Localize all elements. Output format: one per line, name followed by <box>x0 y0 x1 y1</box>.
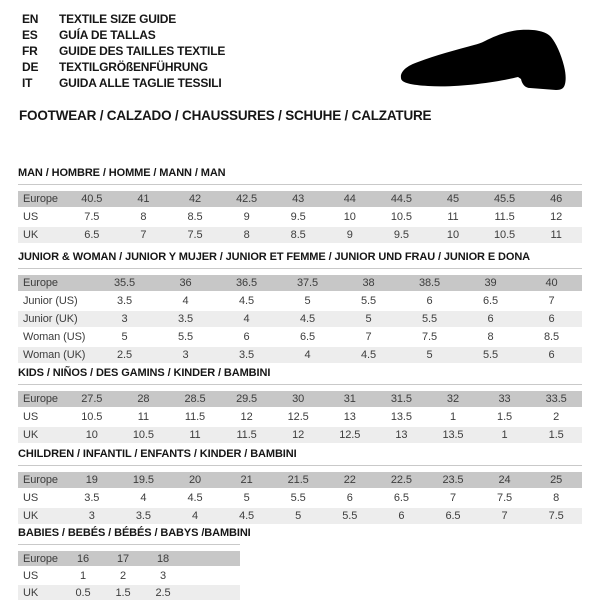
size-cell: 1.5 <box>497 411 513 423</box>
size-cell: 4 <box>277 347 338 363</box>
size-cell: 12 <box>272 427 324 443</box>
size-cell: 7.5 <box>530 508 582 524</box>
size-cell: 38.5 <box>399 275 460 291</box>
size-cell: 5.5 <box>361 295 376 307</box>
size-cell: 22.5 <box>376 472 428 488</box>
size-cell: 0.5 <box>63 585 103 600</box>
size-row <box>18 508 582 524</box>
size-cell: 3 <box>66 508 118 524</box>
size-cell: 39 <box>460 275 521 291</box>
size-cell: 10 <box>427 227 479 243</box>
size-row <box>18 329 582 345</box>
size-cell: 44.5 <box>376 191 428 207</box>
size-cell: 12.5 <box>287 411 309 423</box>
size-cell: 3.5 <box>118 508 170 524</box>
shoe-icon <box>398 28 570 96</box>
size-cell: 31 <box>324 391 376 407</box>
size-cell: 8.5 <box>544 331 559 343</box>
size-cell: 12.5 <box>324 427 376 443</box>
language-code: DE <box>22 60 39 74</box>
row-label: Europe <box>18 191 66 207</box>
size-cell: 5 <box>272 508 324 524</box>
size-cell: 5 <box>243 492 250 504</box>
language-label: TEXTILE SIZE GUIDE <box>59 12 177 26</box>
size-section <box>18 527 582 602</box>
size-cell: 10.5 <box>81 411 103 423</box>
section-divider <box>18 544 240 545</box>
size-cell: 11 <box>530 227 582 243</box>
size-cell: 10.5 <box>390 211 412 223</box>
filler-cell <box>183 585 240 600</box>
language-label: GUÍA DE TALLAS <box>59 28 156 42</box>
size-cell: 6 <box>346 492 353 504</box>
size-cell: 7.5 <box>169 227 221 243</box>
size-cell: 4.5 <box>187 492 203 504</box>
language-list <box>22 11 225 91</box>
size-cell: 8 <box>221 227 273 243</box>
size-cell: 8.5 <box>187 211 203 223</box>
size-row <box>18 472 582 488</box>
size-cell: 6.5 <box>427 508 479 524</box>
size-table <box>18 470 582 526</box>
size-section <box>18 367 582 445</box>
size-cell: 6.5 <box>300 331 315 343</box>
size-cell: 44 <box>324 191 376 207</box>
size-cell: 7.5 <box>422 331 437 343</box>
size-cell: 6.5 <box>393 492 409 504</box>
size-cell: 22 <box>324 472 376 488</box>
size-row <box>18 568 240 583</box>
size-cell: 11.5 <box>494 211 515 223</box>
size-cell: 45 <box>427 191 479 207</box>
size-row <box>18 311 582 327</box>
row-label: US <box>23 569 39 582</box>
section-divider <box>18 384 582 385</box>
row-label: US <box>23 411 39 423</box>
size-cell: 2 <box>119 569 127 582</box>
size-cell: 13 <box>376 427 428 443</box>
size-cell: 8 <box>487 331 494 343</box>
size-cell: 4.5 <box>221 508 273 524</box>
size-row <box>18 585 240 600</box>
size-row <box>18 227 582 243</box>
size-cell: 19 <box>66 472 118 488</box>
size-cell: 11.5 <box>221 427 273 443</box>
size-row <box>18 275 582 291</box>
size-cell: 4.5 <box>277 311 338 327</box>
size-row <box>18 551 240 566</box>
size-cell: 32 <box>427 391 479 407</box>
language-code: IT <box>22 76 33 90</box>
size-cell: 7 <box>118 227 170 243</box>
size-cell: 12 <box>550 211 563 223</box>
size-section <box>18 448 582 526</box>
size-cell: 31.5 <box>376 391 428 407</box>
row-label: UK <box>18 227 66 243</box>
size-cell: 13 <box>343 411 356 423</box>
size-cell: 3 <box>155 347 216 363</box>
size-cell: 1 <box>479 427 531 443</box>
row-label: Woman (US) <box>23 331 86 343</box>
size-cell: 42.5 <box>221 191 273 207</box>
size-cell: 21.5 <box>272 472 324 488</box>
language-label: GUIDE DES TAILLES TEXTILE <box>59 44 226 58</box>
size-cell: 28 <box>118 391 170 407</box>
section-title: JUNIOR & WOMAN / JUNIOR Y MUJER / JUNIOR ET FEMME / JUNIOR UND FRAU / JUNIOR E DONA <box>18 251 531 263</box>
row-label: US <box>23 211 39 223</box>
size-cell: 5.5 <box>324 508 376 524</box>
size-cell: 2.5 <box>94 347 155 363</box>
size-cell: 9 <box>324 227 376 243</box>
size-cell: 4.5 <box>338 347 399 363</box>
size-cell: 27.5 <box>66 391 118 407</box>
size-cell: 3.5 <box>84 492 100 504</box>
size-cell: 8.5 <box>272 227 324 243</box>
size-cell: 11 <box>169 427 221 443</box>
size-cell: 5.5 <box>399 311 460 327</box>
size-section <box>18 167 582 245</box>
size-cell: 10 <box>66 427 118 443</box>
size-cell: 6 <box>521 311 582 327</box>
filler-cell <box>183 551 240 566</box>
size-cell: 20 <box>169 472 221 488</box>
size-cell: 6.5 <box>66 227 118 243</box>
size-cell: 21 <box>221 472 273 488</box>
section-title: BABIES / BEBÉS / BÉBÉS / BABYS /BAMBINI <box>18 527 251 539</box>
size-cell: 3.5 <box>155 311 216 327</box>
size-cell: 7 <box>449 492 456 504</box>
size-row <box>18 490 582 506</box>
size-cell: 16 <box>63 551 103 566</box>
section-title: CHILDREN / INFANTIL / ENFANTS / KINDER / BAMBINI <box>18 448 297 460</box>
size-cell: 42 <box>169 191 221 207</box>
size-cell: 5.5 <box>290 492 306 504</box>
size-cell: 6 <box>521 347 582 363</box>
size-cell: 6 <box>460 311 521 327</box>
size-cell: 4.5 <box>239 295 254 307</box>
size-row <box>18 293 582 309</box>
size-cell: 3.5 <box>216 347 277 363</box>
size-cell: 5 <box>338 311 399 327</box>
size-cell: 35.5 <box>94 275 155 291</box>
size-cell: 3 <box>94 311 155 327</box>
size-cell: 6 <box>426 295 433 307</box>
language-row <box>22 11 225 27</box>
size-cell: 8 <box>140 211 147 223</box>
size-cell: 30 <box>272 391 324 407</box>
row-label: Europe <box>18 275 94 291</box>
size-cell: 40.5 <box>66 191 118 207</box>
size-cell: 45.5 <box>479 191 531 207</box>
size-cell: 7 <box>479 508 531 524</box>
size-cell: 5 <box>121 331 128 343</box>
section-title: MAN / HOMBRE / HOMME / MANN / MAN <box>18 167 226 179</box>
size-cell: 5 <box>399 347 460 363</box>
size-cell: 1 <box>449 411 456 423</box>
size-cell: 18 <box>143 551 183 566</box>
size-cell: 13.5 <box>390 411 412 423</box>
language-row <box>22 27 225 43</box>
size-cell: 28.5 <box>169 391 221 407</box>
row-label: Europe <box>18 391 66 407</box>
size-cell: 9.5 <box>290 211 306 223</box>
size-cell: 37.5 <box>277 275 338 291</box>
size-cell: 9 <box>243 211 250 223</box>
section-divider <box>18 268 582 269</box>
size-cell: 36 <box>155 275 216 291</box>
size-cell: 13.5 <box>427 427 479 443</box>
filler-cell <box>183 568 240 583</box>
size-cell: 6 <box>243 331 250 343</box>
size-cell: 7 <box>548 295 555 307</box>
size-cell: 46 <box>530 191 582 207</box>
row-label: UK <box>18 585 63 600</box>
size-cell: 1 <box>79 569 87 582</box>
language-row <box>22 75 225 91</box>
language-code: ES <box>22 28 38 42</box>
row-label: Junior (US) <box>23 295 78 307</box>
size-cell: 10.5 <box>479 227 531 243</box>
section-divider <box>18 184 582 185</box>
row-label: Junior (UK) <box>18 311 94 327</box>
section-title: KIDS / NIÑOS / DES GAMINS / KINDER / BAMBINI <box>18 367 271 379</box>
size-cell: 3.5 <box>117 295 132 307</box>
size-cell: 1.5 <box>530 427 582 443</box>
language-label: TEXTILGRÖßENFÜHRUNG <box>59 60 208 74</box>
size-cell: 23.5 <box>427 472 479 488</box>
size-cell: 6 <box>376 508 428 524</box>
row-label: Europe <box>18 551 63 566</box>
size-cell: 11 <box>137 411 149 423</box>
language-label: GUIDA ALLE TAGLIE TESSILI <box>59 76 222 90</box>
size-row <box>18 347 582 363</box>
size-cell: 29.5 <box>221 391 273 407</box>
row-label: UK <box>18 508 66 524</box>
size-cell: 8 <box>553 492 560 504</box>
size-cell: 4 <box>216 311 277 327</box>
size-table <box>18 389 582 445</box>
size-cell: 40 <box>521 275 582 291</box>
size-row <box>18 409 582 425</box>
size-cell: 3 <box>159 569 167 582</box>
size-row <box>18 391 582 407</box>
row-label: Europe <box>18 472 66 488</box>
language-row <box>22 43 225 59</box>
size-cell: 4 <box>169 508 221 524</box>
row-label: Woman (UK) <box>18 347 94 363</box>
size-cell: 36.5 <box>216 275 277 291</box>
size-row <box>18 191 582 207</box>
size-cell: 5 <box>304 295 311 307</box>
size-cell: 5.5 <box>178 331 193 343</box>
size-cell: 43 <box>272 191 324 207</box>
size-cell: 7.5 <box>497 492 513 504</box>
row-label: US <box>23 492 39 504</box>
size-cell: 7 <box>365 331 372 343</box>
size-cell: 6.5 <box>483 295 498 307</box>
category-title: FOOTWEAR / CALZADO / CHAUSSURES / SCHUHE / CALZATURE <box>19 108 432 123</box>
size-cell: 7.5 <box>84 211 100 223</box>
size-cell: 12 <box>240 411 253 423</box>
section-divider <box>18 465 582 466</box>
size-row <box>18 427 582 443</box>
size-cell: 4 <box>182 295 189 307</box>
language-code: EN <box>22 12 39 26</box>
size-row <box>18 209 582 225</box>
size-cell: 10 <box>343 211 356 223</box>
size-cell: 10.5 <box>118 427 170 443</box>
size-cell: 9.5 <box>376 227 428 243</box>
size-cell: 19.5 <box>118 472 170 488</box>
size-cell: 41 <box>118 191 170 207</box>
row-label: UK <box>18 427 66 443</box>
size-cell: 25 <box>530 472 582 488</box>
size-table <box>18 189 582 245</box>
size-cell: 2 <box>553 411 560 423</box>
size-cell: 2.5 <box>143 585 183 600</box>
size-cell: 17 <box>103 551 143 566</box>
size-cell: 38 <box>338 275 399 291</box>
size-table <box>18 549 240 602</box>
size-cell: 11.5 <box>184 411 206 423</box>
size-cell: 1.5 <box>103 585 143 600</box>
size-cell: 33 <box>479 391 531 407</box>
language-row <box>22 59 225 75</box>
size-cell: 11 <box>447 211 459 223</box>
size-section <box>18 251 582 365</box>
size-table <box>18 273 582 365</box>
size-cell: 4 <box>140 492 147 504</box>
size-cell: 24 <box>479 472 531 488</box>
size-cell: 33.5 <box>530 391 582 407</box>
size-cell: 5.5 <box>460 347 521 363</box>
language-code: FR <box>22 44 38 58</box>
